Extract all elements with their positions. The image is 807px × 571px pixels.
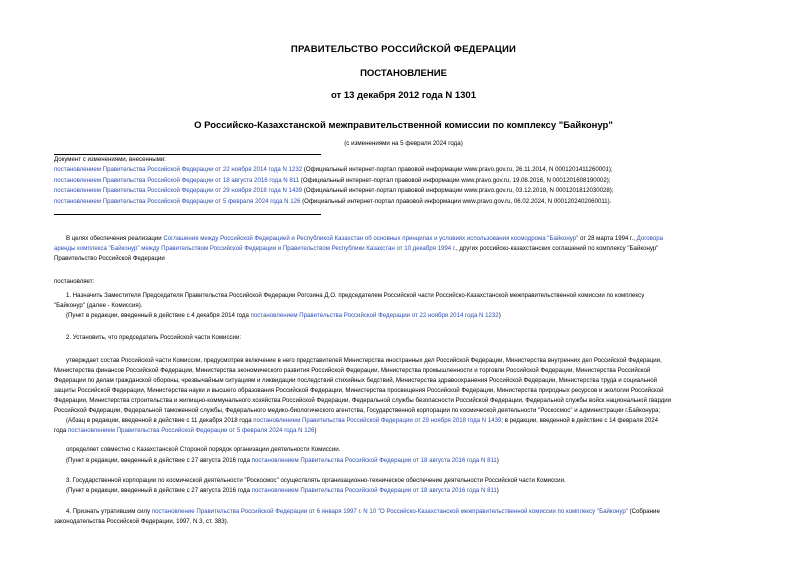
change-item xyxy=(54,176,614,186)
repealed-resolution-link[interactable]: постановление Правительства Российской Федерации от 6 января 1997 г. N 10 "О Российско-Казахстанской межправительственной комиссии по комплексу "Байконур" xyxy=(151,508,628,515)
changes-intro: Документ с изменениями, внесенными: xyxy=(54,156,166,163)
point-2: 2. Установить, что председатель Российской части Комиссии: xyxy=(66,334,242,341)
preamble-line-2: аренды комплекса "Байконур" между Правительством Российской Федерации и Правительством Республики Казахстан от 10 декабря 1994 г., других российско-казахстанских соглашений по комплексу "Байконур" xyxy=(54,245,659,252)
point-2a-line-5: Федерации, Министерства строительства и жилищно-коммунального хозяйства Российской Федерации, Федеральной службы безопасности Российской Федерации, Федеральной службы войск национальной гвардии xyxy=(54,397,672,404)
bottom-divider xyxy=(54,214,321,215)
point-2b-note: (Пункт в редакции, введенный в действие с 27 августа 2016 года постановлением Правительства Российской Федерации от 18 августа 2016 года N 811) xyxy=(66,457,499,464)
amendment-link[interactable]: постановлением Правительства Российской Федерации от 29 ноября 2018 года N 1439 xyxy=(253,417,502,424)
point-4-line-2: законодательства Российской Федерации, 1997, N 3, ст. 383). xyxy=(54,518,229,525)
government-name: ПРАВИТЕЛЬСТВО РОССИЙСКОЙ ФЕДЕРАЦИИ xyxy=(290,44,517,55)
amendment-link[interactable]: постановлением Правительства Российской Федерации от 18 августа 2016 года N 811 xyxy=(251,487,497,494)
point-1-line-1: 1. Назначить Заместителя Председателя Правительства Российской Федерации Рогозина Д.О. председателем Российской части Российско-Казахстанской межправительственной комиссии по комплексу xyxy=(66,292,645,299)
document-title: О Российско-Казахстанской межправительственной комиссии по комплексу "Байконур" xyxy=(194,120,613,131)
document-date: от 13 декабря 2012 года N 1301 xyxy=(330,90,476,101)
change-link[interactable]: постановлением Правительства Российской Федерации от 5 февраля 2024 года N 126 xyxy=(54,197,301,205)
amendment-link[interactable]: постановлением Правительства Российской Федерации от 22 ноября 2014 года N 1232 xyxy=(250,312,499,319)
point-2a-line-4: защиты Российской Федерации, Министерства науки и высшего образования Российской Федерации, Министерства просвещения Российской Федерации, Министерства природных ресурсов и экологии Российской xyxy=(54,387,664,394)
change-link[interactable]: постановлением Правительства Российской Федерации от 29 ноября 2018 года N 1439 xyxy=(54,187,303,195)
amendment-note: (с изменениями на 5 февраля 2024 года) xyxy=(344,140,463,147)
point-1-note: (Пункт в редакции, введенный в действие с 4 декабря 2014 года постановлением Правительства Российской Федерации от 22 ноября 2014 года N 1232) xyxy=(66,312,501,319)
change-link[interactable]: постановлением Правительства Российской Федерации от 18 августа 2016 года N 811 xyxy=(54,176,300,184)
point-1-line-2: "Байконур" (далее - Комиссия). xyxy=(54,302,143,309)
point-3-note: (Пункт в редакции, введенный в действие с 27 августа 2016 года постановлением Правительства Российской Федерации от 18 августа 2016 года N 811) xyxy=(66,487,499,494)
change-source: (Официальный интернет-портал правовой информации www.pravo.gov.ru, 03.12.2018, N 0001201812030028); xyxy=(302,187,614,195)
change-item xyxy=(54,165,614,175)
preamble-line-1: В целях обеспечения реализации Соглашения между Российской Федерацией и Республикой Казахстан об основных принципах и условиях использования космодрома "Байконур" от 28 марта 1994 г., Договора xyxy=(66,235,664,242)
change-item xyxy=(54,197,614,207)
change-source: (Официальный интернет-портал правовой информации www.pravo.gov.ru, 26.11.2014, N 0001201411260001); xyxy=(302,166,613,174)
point-4-line-1: 4. Признать утратившим силу постановление Правительства Российской Федерации от 6 января 1997 г. N 10 "О Российско-Казахстанской межправительственной комиссии по комплексу "Байконур" (Собрание xyxy=(66,508,660,515)
changes-block xyxy=(54,155,614,207)
change-link[interactable]: постановлением Правительства Российской Федерации от 22 ноября 2014 года N 1232 xyxy=(54,166,303,174)
point-2a-note-2: года постановлением Правительства Российской Федерации от 5 февраля 2024 года N 126) xyxy=(54,427,317,434)
point-2a-note-1: (Абзац в редакции, введенной в действие с 11 декабря 2018 года постановлением Правительства Российской Федерации от 29 ноября 2018 года N 1439; в редакции, введенной в действие с 14 февраля 2024 xyxy=(66,417,659,424)
point-3: 3. Государственной корпорации по космической деятельности "Роскосмос" осуществлять организационно-техническое обеспечение деятельности Российской части Комиссии. xyxy=(66,477,566,484)
point-2a-line-3: Федерации по делам гражданской обороны, чрезвычайным ситуациям и ликвидации последствий стихийных бедствий, Министерства здравоохранения Российской Федерации, Министерства труда и социальной xyxy=(54,377,658,384)
preamble-line-3: Правительство Российской Федерации xyxy=(54,255,165,262)
amendment-link[interactable]: постановлением Правительства Российской Федерации от 18 августа 2016 года N 811 xyxy=(251,457,497,464)
document-type: ПОСТАНОВЛЕНИЕ xyxy=(360,68,447,79)
point-2a-line-1: утверждает состав Российской части Комиссии, предусмотрев включение в него представителей Министерства иностранных дел Российской Федерации, Министерства внутренних дел Российской Федерации, xyxy=(66,357,662,364)
decides-label: постановляет: xyxy=(54,278,95,285)
amendment-link[interactable]: постановлением Правительства Российской Федерации от 5 февраля 2024 года N 126 xyxy=(67,427,315,434)
point-2b: определяет совместно с Казахстанской Стороной порядок организации деятельности Комиссии. xyxy=(66,446,341,453)
change-source: (Официальный интернет-портал правовой информации www.pravo.gov.ru, 06.02.2024, N 0001202402060011). xyxy=(300,197,612,205)
point-2a-line-6: Российской Федерации, Федеральной таможенной службы, Федерального медико-биологического агентства, Государственной корпорации по космической деятельности "Роскосмос" и администрации г.Байконура; xyxy=(54,407,661,414)
change-source: (Официальный интернет-портал правовой информации www.pravo.gov.ru, 19.08.2016, N 0001201608190002); xyxy=(299,176,611,184)
change-item xyxy=(54,186,614,196)
lease-treaty-link[interactable]: Договора xyxy=(636,235,664,242)
point-2a-line-2: Министерства финансов Российской Федерации, Министерства экономического развития Российской Федерации, Министерства промышленности и торговли Российской Федерации, Министерства Российской xyxy=(54,367,651,374)
lease-treaty-link[interactable]: аренды комплекса "Байконур" между Правительством Российской Федерации и Правительством Республики Казахстан от 10 декабря 1994 г. xyxy=(54,245,457,252)
agreement-link[interactable]: Соглашения между Российской Федерацией и Республикой Казахстан об основных принципах и условиях использования космодрома "Байконур" xyxy=(163,235,579,242)
